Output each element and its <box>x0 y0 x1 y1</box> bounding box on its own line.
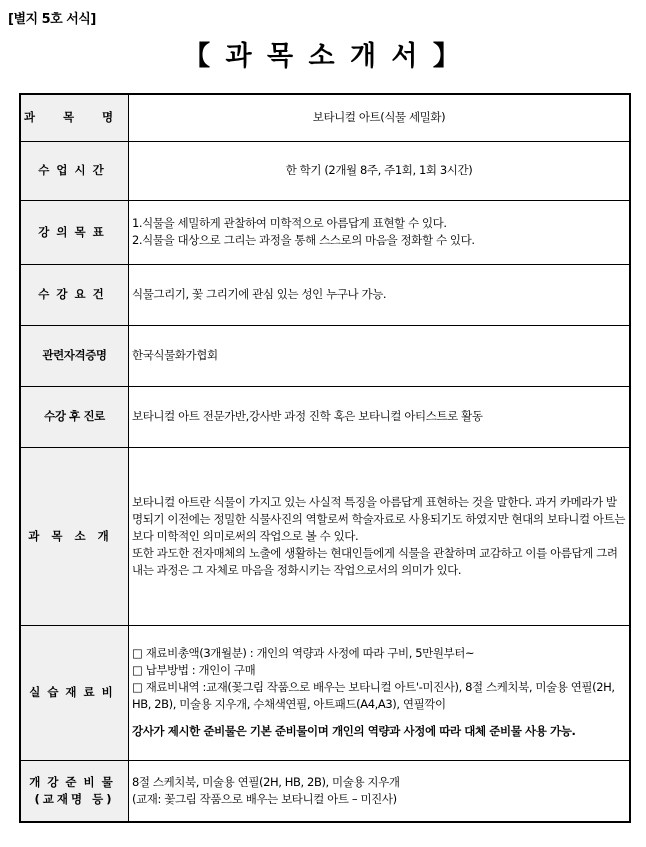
row-intro <box>20 447 630 625</box>
label-intro: 과목소개 <box>20 447 129 625</box>
value-requirements: 식물그리기, 꽃 그리기에 관심 있는 성인 누구나 가능. <box>129 264 631 325</box>
label-class-time: 수업시간 <box>20 141 129 200</box>
label-prep <box>20 760 129 822</box>
material-item: □ 재료비총액(3개월분) : 개인의 역량과 사정에 따라 구비, 5만원부터~ <box>132 646 475 660</box>
objective-line: 1.식물을 세밀하게 관찰하여 미학적으로 아름답게 표현할 수 있다. <box>132 216 447 230</box>
label-prep-line2: (교재명 등) <box>34 791 115 806</box>
material-item: □ 재료비내역 :교재(꽃그림 작품으로 배우는 보타니컬 아트'-미진사), 8절 스케치북, 미술용 연필(2H, HB, 2B), 미술용 지우개, 수채색연필, 아트패드(A4,A3), 연필깍이 <box>132 680 615 711</box>
label-career: 수강 후 진로 <box>20 386 129 447</box>
label-subject: 과 목 명 <box>20 94 129 141</box>
row-subject <box>20 94 630 141</box>
prep-line: 8절 스케치북, 미술용 연필(2H, HB, 2B), 미술용 지우개 <box>132 774 400 789</box>
row-objectives <box>20 200 630 264</box>
row-career <box>20 386 630 447</box>
value-class-time: 한 학기 (2개월 8주, 주1회, 1회 3시간) <box>129 141 631 200</box>
material-item: □ 납부방법 : 개인이 구매 <box>132 663 256 677</box>
value-intro <box>129 447 631 625</box>
value-prep <box>129 760 631 822</box>
value-objectives <box>129 200 631 264</box>
row-certificate <box>20 325 630 386</box>
row-prep <box>20 760 630 822</box>
row-materials <box>20 625 630 760</box>
materials-note: 강사가 제시한 준비물은 기본 준비물이며 개인의 역량과 사정에 따라 대체 준비물 사용 가능. <box>132 724 576 738</box>
label-certificate: 관련자격증명 <box>20 325 129 386</box>
document-title: 【 과 목 소 개 서 】 <box>183 41 463 72</box>
value-career: 보타니컬 아트 전문가반,강사반 과정 진학 혹은 보타니컬 아티스트로 활동 <box>129 386 631 447</box>
objective-line: 2.식물을 대상으로 그리는 과정을 통해 스스로의 마음을 정화할 수 있다. <box>132 233 475 247</box>
value-materials <box>129 625 631 760</box>
value-certificate: 한국식물화가협회 <box>129 325 631 386</box>
label-prep-line1: 개강준비물 <box>29 774 120 789</box>
label-objectives: 강의목표 <box>20 200 129 264</box>
label-requirements: 수강요건 <box>20 264 129 325</box>
intro-paragraph: 보타니컬 아트란 식물이 가지고 있는 사실적 특징을 아름답게 표현하는 것을 말한다. 과거 카메라가 발명되기 이전에는 정밀한 식물사진의 역할로써 학술자료로 사용되기도 하였지만 현대의 보타니컬 아트는 보다 미학적인 의미로써의 작업으로 볼 수 있다. <box>132 494 626 543</box>
value-subject: 보타니컬 아트(식물 세밀화) <box>129 94 631 141</box>
course-introduction-table <box>19 93 631 823</box>
row-class-time <box>20 141 630 200</box>
label-materials: 실습재료비 <box>20 625 129 760</box>
row-requirements <box>20 264 630 325</box>
intro-paragraph: 또한 과도한 전자매체의 노출에 생활하는 현대인들에게 식물을 관찰하며 교감하고 이를 아름답게 그려내는 과정은 그 자체로 마음을 정화시키는 작업으로서의 의미가 있다. <box>132 545 618 577</box>
prep-line: (교재: 꽃그림 작품으로 배우는 보타니컬 아트 – 미진사) <box>132 791 397 806</box>
form-number-label: [별지 5호 서식] <box>8 12 96 27</box>
